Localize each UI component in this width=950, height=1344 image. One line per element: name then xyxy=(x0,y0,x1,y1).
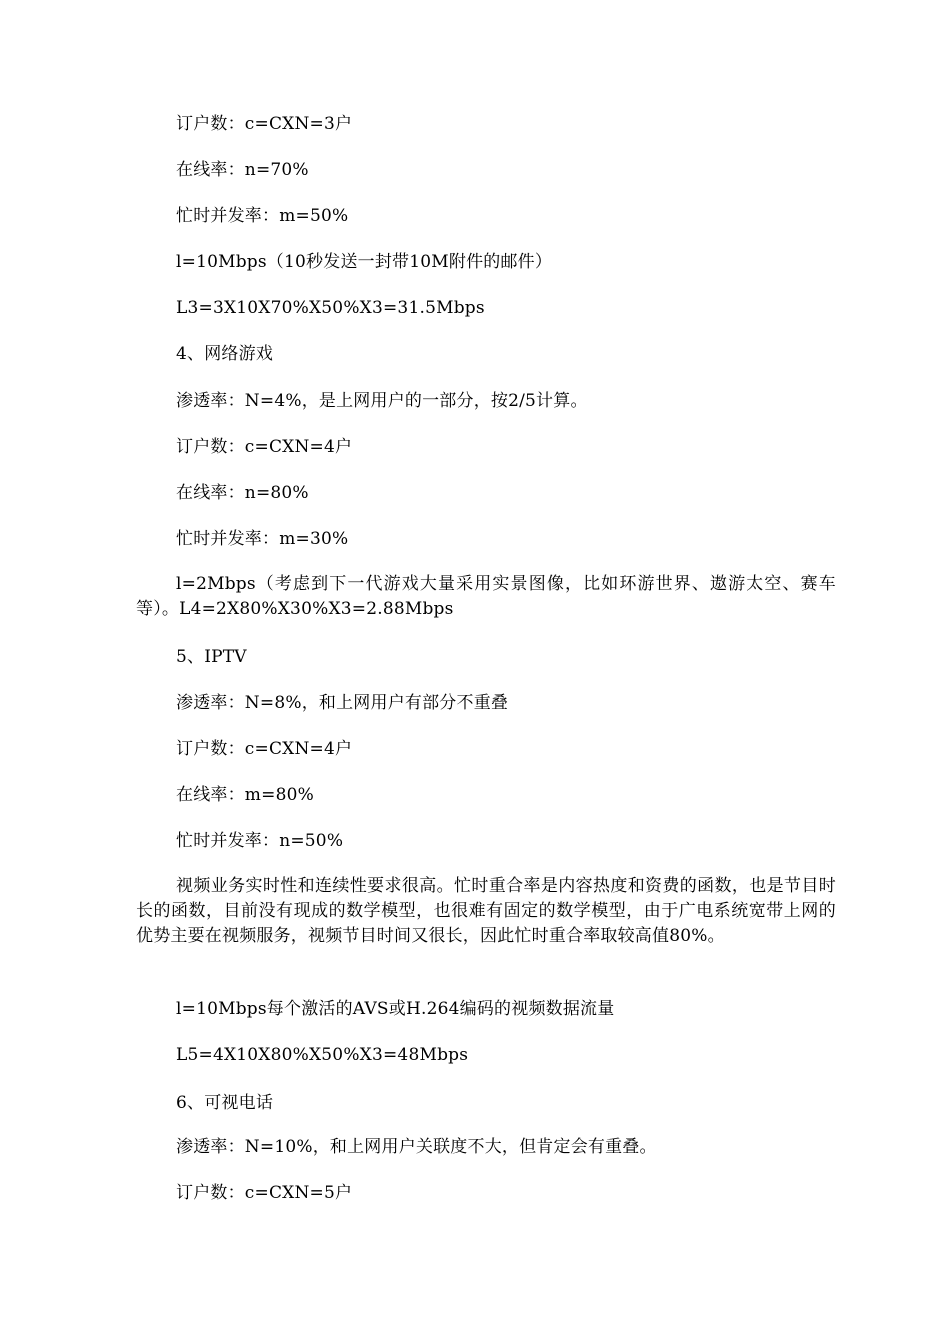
bandwidth-5: l=10Mbps每个激活的AVS或H.264编码的视频数据流量 xyxy=(176,999,615,1019)
online-rate-5: 在线率：m=80% xyxy=(176,785,314,805)
online-rate-4: 在线率：n=80% xyxy=(176,483,309,503)
formula-l5: L5=4X10X80%X50%X3=48Mbps xyxy=(176,1045,469,1065)
bandwidth-3: l=10Mbps（10秒发送一封带10M附件的邮件） xyxy=(176,252,553,272)
subscriber-count-3: 订户数：c=CXN=3户 xyxy=(176,114,353,134)
busy-concurrency-5: 忙时并发率：n=50% xyxy=(176,831,344,851)
section-heading-iptv: 5、IPTV xyxy=(176,647,247,667)
online-rate-3: 在线率：n=70% xyxy=(176,160,309,180)
subscriber-count-6: 订户数：c=CXN=5户 xyxy=(176,1183,353,1203)
penetration-rate-5: 渗透率：N=8%，和上网用户有部分不重叠 xyxy=(176,693,509,713)
section-heading-online-games: 4、网络游戏 xyxy=(176,344,274,364)
busy-concurrency-4: 忙时并发率：m=30% xyxy=(176,529,349,549)
formula-l3: L3=3X10X70%X50%X3=31.5Mbps xyxy=(176,298,485,318)
bandwidth-formula-l4: l=2Mbps（考虑到下一代游戏大量采用实景图像，比如环游世界、遨游太空、赛车等）。L4=2X80%X30%X3=2.88Mbps xyxy=(136,574,836,619)
busy-concurrency-3: 忙时并发率：m=50% xyxy=(176,206,349,226)
penetration-rate-4: 渗透率：N=4%，是上网用户的一部分，按2/5计算。 xyxy=(176,391,588,411)
video-service-paragraph: 视频业务实时性和连续性要求很高。忙时重合率是内容热度和资费的函数，也是节目时长的函数，目前没有现成的数学模型，也很难有固定的数学模型，由于广电系统宽带上网的优势主要在视频服务，视频节目时间又很长，因此忙时重合率取较高值80%。 xyxy=(136,876,836,946)
section-heading-video-phone: 6、可视电话 xyxy=(176,1093,274,1113)
penetration-rate-6: 渗透率：N=10%，和上网用户关联度不大，但肯定会有重叠。 xyxy=(176,1137,657,1157)
subscriber-count-4: 订户数：c=CXN=4户 xyxy=(176,437,353,457)
subscriber-count-5: 订户数：c=CXN=4户 xyxy=(176,739,353,759)
